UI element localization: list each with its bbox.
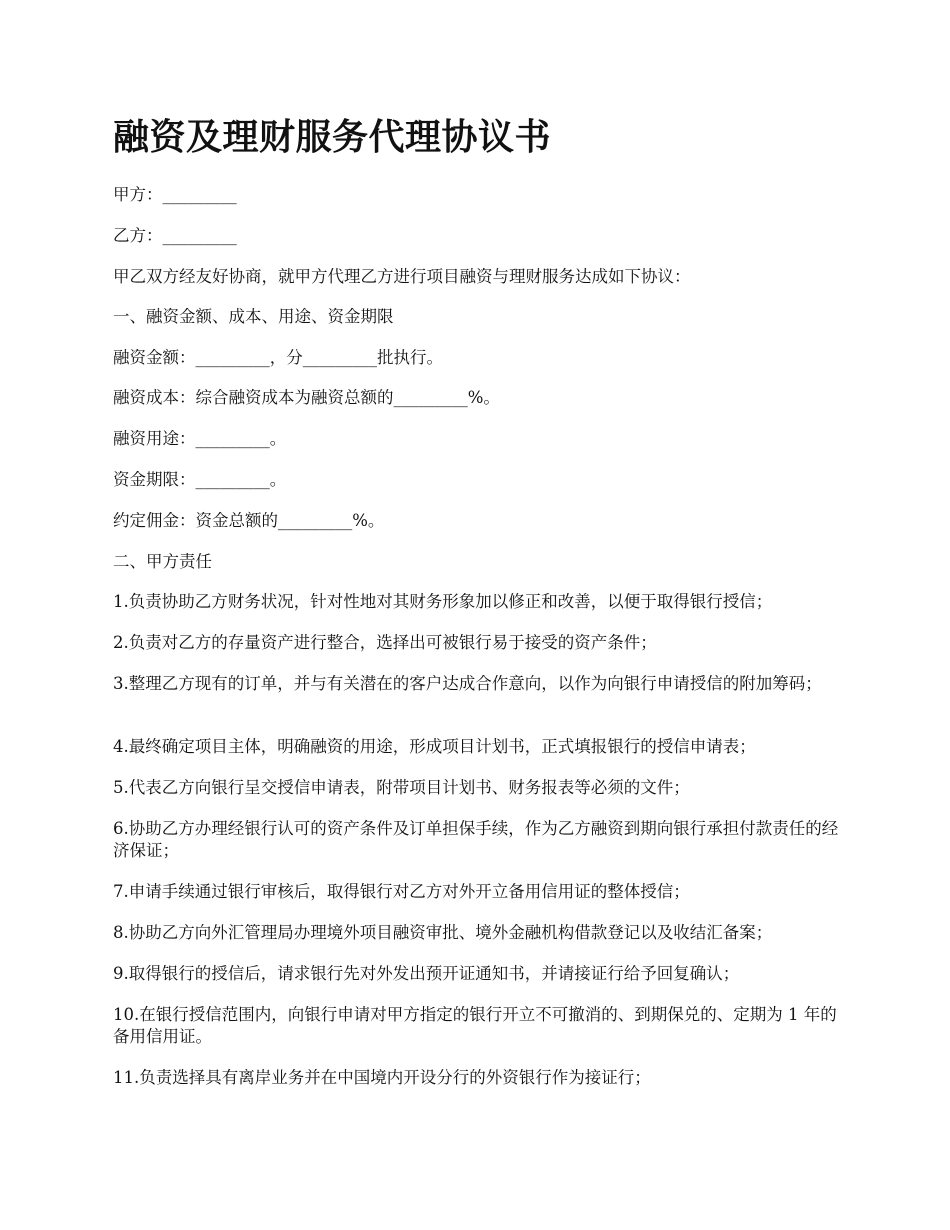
party-b-line: 乙方：_________ (113, 226, 237, 245)
duty-item-11: 11.负责选择具有离岸业务并在中国境内开设分行的外资银行作为接证行； (113, 1068, 651, 1087)
party-a-line: 甲方：_________ (113, 185, 237, 204)
section-heading-2: 二、甲方责任 (113, 552, 212, 571)
duty-item-4: 4.最终确定项目主体，明确融资的用途，形成项目计划书，正式填报银行的授信申请表； (113, 737, 756, 756)
duty-item-9: 9.取得银行的授信后，请求银行先对外发出预开证通知书，并请接证行给予回复确认； (113, 964, 740, 983)
fund-term-line: 资金期限：_________。 (113, 470, 287, 489)
duty-item-3: 3.整理乙方现有的订单，并与有关潜在的客户达成合作意向，以作为向银行申请授信的附加筹码； (113, 674, 822, 693)
financing-purpose-line: 融资用途：_________。 (113, 429, 287, 448)
duty-item-6: 6.协助乙方办理经银行认可的资产条件及订单担保手续，作为乙方融资到期向银行承担付款责任的经济保证； (113, 819, 839, 860)
commission-line: 约定佣金：资金总额的_________%。 (113, 511, 385, 530)
duty-item-5: 5.代表乙方向银行呈交授信申请表，附带项目计划书、财务报表等必须的文件； (113, 778, 690, 797)
duty-item-1: 1.负责协助乙方财务状况，针对性地对其财务形象加以修正和改善，以便于取得银行授信； (113, 592, 773, 611)
document-title: 融资及理财服务代理协议书 (113, 116, 552, 158)
financing-amount-line: 融资金额：_________，分_________批执行。 (113, 348, 443, 367)
financing-cost-line: 融资成本：综合融资成本为融资总额的_________%。 (113, 388, 500, 407)
intro-paragraph: 甲乙双方经友好协商，就甲方代理乙方进行项目融资与理财服务达成如下协议： (113, 267, 691, 286)
duty-item-10: 10.在银行授信范围内，向银行申请对甲方指定的银行开立不可撤消的、到期保兑的、定期为 1 年的备用信用证。 (113, 1005, 837, 1046)
duty-item-2: 2.负责对乙方的存量资产进行整合，选择出可被银行易于接受的资产条件； (113, 633, 657, 652)
duty-item-7: 7.申请手续通过银行审核后，取得银行对乙方对外开立备用信用证的整体授信； (113, 882, 690, 901)
duty-item-8: 8.协助乙方向外汇管理局办理境外项目融资审批、境外金融机构借款登记以及收结汇备案； (113, 923, 773, 942)
section-heading-1: 一、融资金额、成本、用途、资金期限 (113, 307, 394, 326)
